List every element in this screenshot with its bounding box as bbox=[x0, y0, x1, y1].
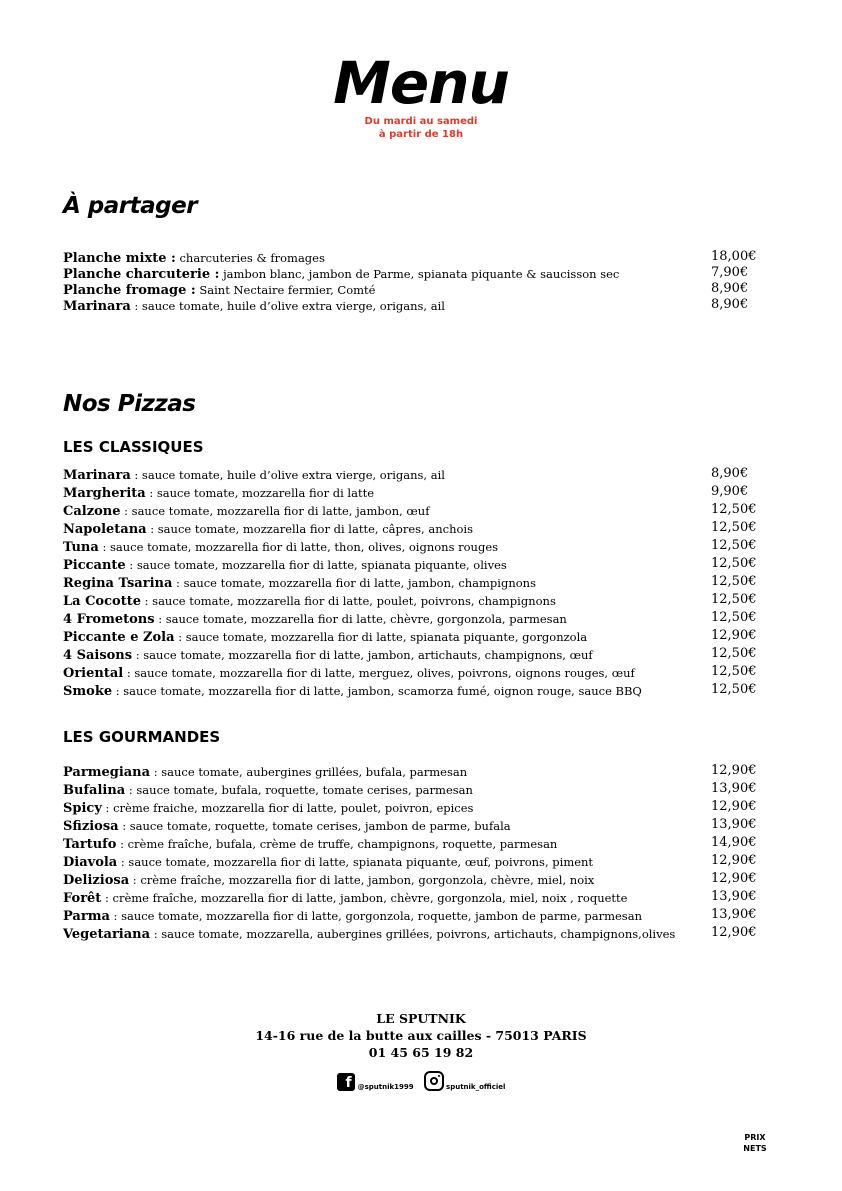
nets-label: NETS bbox=[743, 1144, 767, 1153]
menu-item bbox=[63, 645, 763, 663]
gourmandes-list bbox=[63, 762, 763, 942]
item-name: Planche fromage : bbox=[63, 283, 196, 298]
menu-title: Menu bbox=[333, 49, 509, 117]
menu-item bbox=[63, 834, 763, 852]
menu-item bbox=[63, 627, 763, 645]
item-price: 13,90€ bbox=[711, 889, 757, 904]
item-name: Deliziosa bbox=[63, 873, 130, 888]
item-price: 12,90€ bbox=[711, 925, 757, 940]
item-price: 8,90€ bbox=[711, 297, 749, 312]
restaurant-address: 14-16 rue de la butte aux cailles - 75013 PARIS bbox=[255, 1028, 587, 1043]
item-description: jambon blanc, jambon de Parme, spianata piquante & saucisson sec bbox=[219, 267, 620, 281]
menu-item bbox=[63, 281, 763, 297]
item-price: 8,90€ bbox=[711, 281, 749, 296]
item-price: 12,90€ bbox=[711, 628, 757, 643]
opening-days: Du mardi au samedi bbox=[364, 116, 478, 127]
menu-item bbox=[63, 870, 763, 888]
item-name: Planche mixte : bbox=[63, 251, 176, 266]
item-price: 12,50€ bbox=[711, 592, 757, 607]
item-description: : sauce tomate, mozzarella fior di latte, poulet, poivrons, champignons bbox=[140, 594, 556, 608]
item-price: 18,00€ bbox=[711, 249, 757, 264]
item-description: : sauce tomate, mozzarella, aubergines grillées, poivrons, artichauts, champignons,olives bbox=[150, 927, 676, 941]
menu-item bbox=[63, 852, 763, 870]
item-price: 12,50€ bbox=[711, 610, 757, 625]
item-price: 13,90€ bbox=[711, 907, 757, 922]
classiques-list bbox=[63, 465, 763, 699]
opening-hours: à partir de 18h bbox=[378, 129, 464, 140]
item-name: Forêt bbox=[63, 891, 102, 906]
menu-item bbox=[63, 906, 763, 924]
menu-item bbox=[63, 265, 763, 281]
item-price: 13,90€ bbox=[711, 781, 757, 796]
heading-gourmandes: LES GOURMANDES bbox=[63, 728, 221, 746]
item-name: Piccante e Zola bbox=[63, 630, 175, 645]
item-name: Bufalina bbox=[63, 783, 126, 798]
menu-item bbox=[63, 573, 763, 591]
menu-item bbox=[63, 780, 763, 798]
item-price: 12,50€ bbox=[711, 574, 757, 589]
item-price: 7,90€ bbox=[711, 265, 749, 280]
item-description: : sauce tomate, huile d’olive extra vierge, origans, ail bbox=[130, 468, 445, 482]
item-name: Marinara bbox=[63, 299, 131, 314]
menu-item bbox=[63, 924, 763, 942]
item-name: 4 Frometons bbox=[63, 612, 155, 627]
item-price: 14,90€ bbox=[711, 835, 757, 850]
item-description: : sauce tomate, huile d’olive extra vierge, origans, ail bbox=[130, 299, 445, 313]
prix-nets-note bbox=[730, 1132, 780, 1154]
item-price: 13,90€ bbox=[711, 817, 757, 832]
item-name: Margherita bbox=[63, 486, 146, 501]
item-description: : sauce tomate, mozzarella fior di latte, spianata piquante, œuf, poivrons, piment bbox=[117, 855, 594, 869]
menu-item bbox=[63, 798, 763, 816]
menu-item bbox=[63, 888, 763, 906]
item-name: 4 Saisons bbox=[63, 648, 133, 663]
instagram-handle: sputnik_officiel bbox=[446, 1083, 506, 1091]
item-price: 9,90€ bbox=[711, 484, 749, 499]
item-description: Saint Nectaire fermier, Comté bbox=[195, 283, 376, 297]
item-name: Diavola bbox=[63, 855, 118, 870]
item-name: Calzone bbox=[63, 504, 121, 519]
menu-item bbox=[63, 663, 763, 681]
item-price: 12,90€ bbox=[711, 799, 757, 814]
menu-item bbox=[63, 465, 763, 483]
item-name: Spicy bbox=[63, 801, 102, 816]
item-description: : sauce tomate, mozzarella fior di latte, jambon, artichauts, champignons, œuf bbox=[132, 648, 593, 662]
item-description: : crème fraîche, bufala, crème de truffe, champignons, roquette, parmesan bbox=[116, 837, 558, 851]
item-description: : sauce tomate, mozzarella fior di latte, spianata piquante, olives bbox=[125, 558, 507, 572]
item-name: Marinara bbox=[63, 468, 131, 483]
item-description: charcuteries & fromages bbox=[175, 251, 325, 265]
item-name: Tartufo bbox=[63, 837, 117, 852]
item-description: : sauce tomate, mozzarella fior di latte, jambon, champignons bbox=[172, 576, 536, 590]
item-description: : sauce tomate, mozzarella fior di latte, chèvre, gorgonzola, parmesan bbox=[154, 612, 567, 626]
facebook-handle: @sputnik1999 bbox=[357, 1083, 414, 1091]
item-name: Piccante bbox=[63, 558, 126, 573]
item-name: Parma bbox=[63, 909, 110, 924]
social-links bbox=[0, 1071, 842, 1091]
menu-item bbox=[63, 537, 763, 555]
menu-item bbox=[63, 483, 763, 501]
item-name: Regina Tsarina bbox=[63, 576, 173, 591]
item-description: : sauce tomate, mozzarella fior di latte, câpres, anchois bbox=[146, 522, 473, 536]
item-price: 12,50€ bbox=[711, 538, 757, 553]
menu-item bbox=[63, 816, 763, 834]
item-name: Oriental bbox=[63, 666, 124, 681]
restaurant-phone[interactable]: 01 45 65 19 82 bbox=[368, 1045, 474, 1060]
item-price: 12,50€ bbox=[711, 502, 757, 517]
item-description: : sauce tomate, bufala, roquette, tomate cerises, parmesan bbox=[125, 783, 473, 797]
item-name: Sfiziosa bbox=[63, 819, 119, 834]
item-price: 12,50€ bbox=[711, 682, 757, 697]
instagram-link[interactable] bbox=[424, 1071, 505, 1091]
item-description: : sauce tomate, mozzarella fior di latte, jambon, œuf bbox=[120, 504, 430, 518]
item-description: : sauce tomate, mozzarella fior di latte, spianata piquante, gorgonzola bbox=[174, 630, 588, 644]
item-name: La Cocotte bbox=[63, 594, 141, 609]
item-price: 12,50€ bbox=[711, 646, 757, 661]
instagram-icon bbox=[424, 1071, 444, 1091]
facebook-icon: f bbox=[337, 1073, 355, 1091]
item-name: Planche charcuterie : bbox=[63, 267, 220, 282]
item-description: : sauce tomate, mozzarella fior di latte, merguez, olives, poivrons, oignons rouges, œuf bbox=[123, 666, 635, 680]
item-name: Vegetariana bbox=[63, 927, 151, 942]
section-title-partager: À partager bbox=[63, 193, 198, 219]
partager-list bbox=[63, 249, 763, 313]
item-name: Smoke bbox=[63, 684, 113, 699]
item-price: 12,50€ bbox=[711, 520, 757, 535]
item-description: : sauce tomate, roquette, tomate cerises, jambon de parme, bufala bbox=[118, 819, 511, 833]
item-price: 12,50€ bbox=[711, 556, 757, 571]
item-name: Tuna bbox=[63, 540, 99, 555]
prix-label: PRIX bbox=[744, 1133, 766, 1142]
item-description: : sauce tomate, aubergines grillées, bufala, parmesan bbox=[150, 765, 468, 779]
item-price: 8,90€ bbox=[711, 466, 749, 481]
item-price: 12,90€ bbox=[711, 763, 757, 778]
menu-item bbox=[63, 297, 763, 313]
item-description: : crème fraiche, mozzarella fior di latte, poulet, poivron, epices bbox=[101, 801, 474, 815]
menu-item bbox=[63, 519, 763, 537]
item-price: 12,90€ bbox=[711, 871, 757, 886]
item-description: : sauce tomate, mozzarella fior di latte bbox=[145, 486, 374, 500]
menu-item bbox=[63, 609, 763, 627]
item-description: : sauce tomate, mozzarella fior di latte, gorgonzola, roquette, jambon de parme, parmesan bbox=[109, 909, 642, 923]
item-description: : sauce tomate, mozzarella fior di latte, jambon, scamorza fumé, oignon rouge, sauce BBQ bbox=[112, 684, 642, 698]
menu-item bbox=[63, 681, 763, 699]
heading-classiques: LES CLASSIQUES bbox=[63, 438, 204, 456]
facebook-link[interactable] bbox=[337, 1073, 414, 1091]
section-title-pizzas: Nos Pizzas bbox=[63, 391, 196, 417]
menu-item bbox=[63, 762, 763, 780]
menu-item bbox=[63, 501, 763, 519]
item-description: : sauce tomate, mozzarella fior di latte, thon, olives, oignons rouges bbox=[98, 540, 499, 554]
menu-item bbox=[63, 249, 763, 265]
restaurant-name: LE SPUTNIK bbox=[376, 1011, 466, 1026]
item-price: 12,90€ bbox=[711, 853, 757, 868]
menu-item bbox=[63, 555, 763, 573]
item-name: Napoletana bbox=[63, 522, 147, 537]
menu-item bbox=[63, 591, 763, 609]
item-name: Parmegiana bbox=[63, 765, 151, 780]
item-price: 12,50€ bbox=[711, 664, 757, 679]
item-description: : crème fraîche, mozzarella fior di latte, jambon, chèvre, gorgonzola, miel, noix , roquette bbox=[101, 891, 628, 905]
item-description: : crème fraîche, mozzarella fior di latte, jambon, gorgonzola, chèvre, miel, noix bbox=[129, 873, 595, 887]
